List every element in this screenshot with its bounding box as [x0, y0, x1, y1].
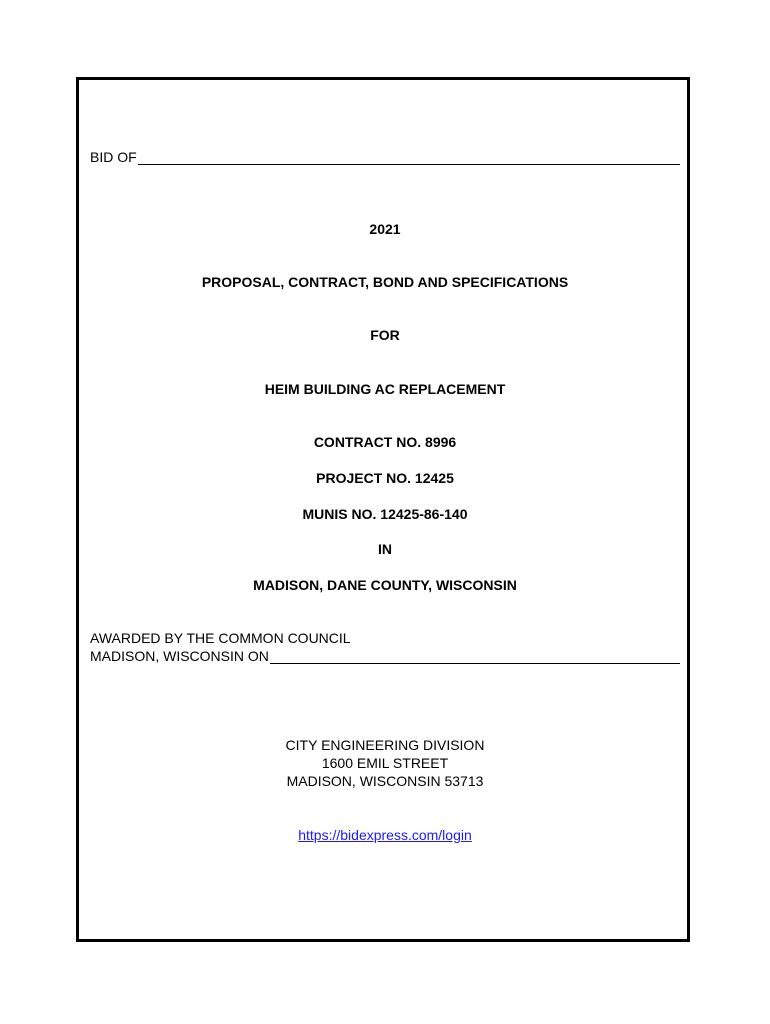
- bidexpress-link[interactable]: https://bidexpress.com/login: [298, 827, 472, 843]
- bid-of-label: BID OF: [90, 149, 137, 165]
- project-name: HEIM BUILDING AC REPLACEMENT: [264, 381, 506, 397]
- awarded-row: [90, 648, 680, 664]
- contract-number: CONTRACT NO. 8996: [313, 434, 457, 450]
- year: 2021: [369, 221, 401, 237]
- project-number: PROJECT NO. 12425: [316, 470, 454, 486]
- in-label: IN: [378, 541, 392, 557]
- awarded-line-2: MADISON, WISCONSIN ON: [90, 648, 269, 664]
- munis-number: MUNIS NO. 12425-86-140: [302, 506, 468, 522]
- document-heading: PROPOSAL, CONTRACT, BOND AND SPECIFICATIONS: [201, 274, 569, 290]
- bid-of-blank-line: [138, 150, 680, 165]
- awarded-line-1: AWARDED BY THE COMMON COUNCIL: [90, 630, 351, 646]
- city-address: MADISON, WISCONSIN 53713: [286, 773, 484, 789]
- awarded-blank-line: [270, 649, 680, 664]
- link-row: [0, 827, 770, 843]
- street-address: 1600 EMIL STREET: [321, 755, 449, 771]
- location: MADISON, DANE COUNTY, WISCONSIN: [253, 577, 517, 593]
- division-name: CITY ENGINEERING DIVISION: [285, 737, 485, 753]
- bid-of-row: [90, 149, 680, 165]
- for-label: FOR: [370, 327, 400, 343]
